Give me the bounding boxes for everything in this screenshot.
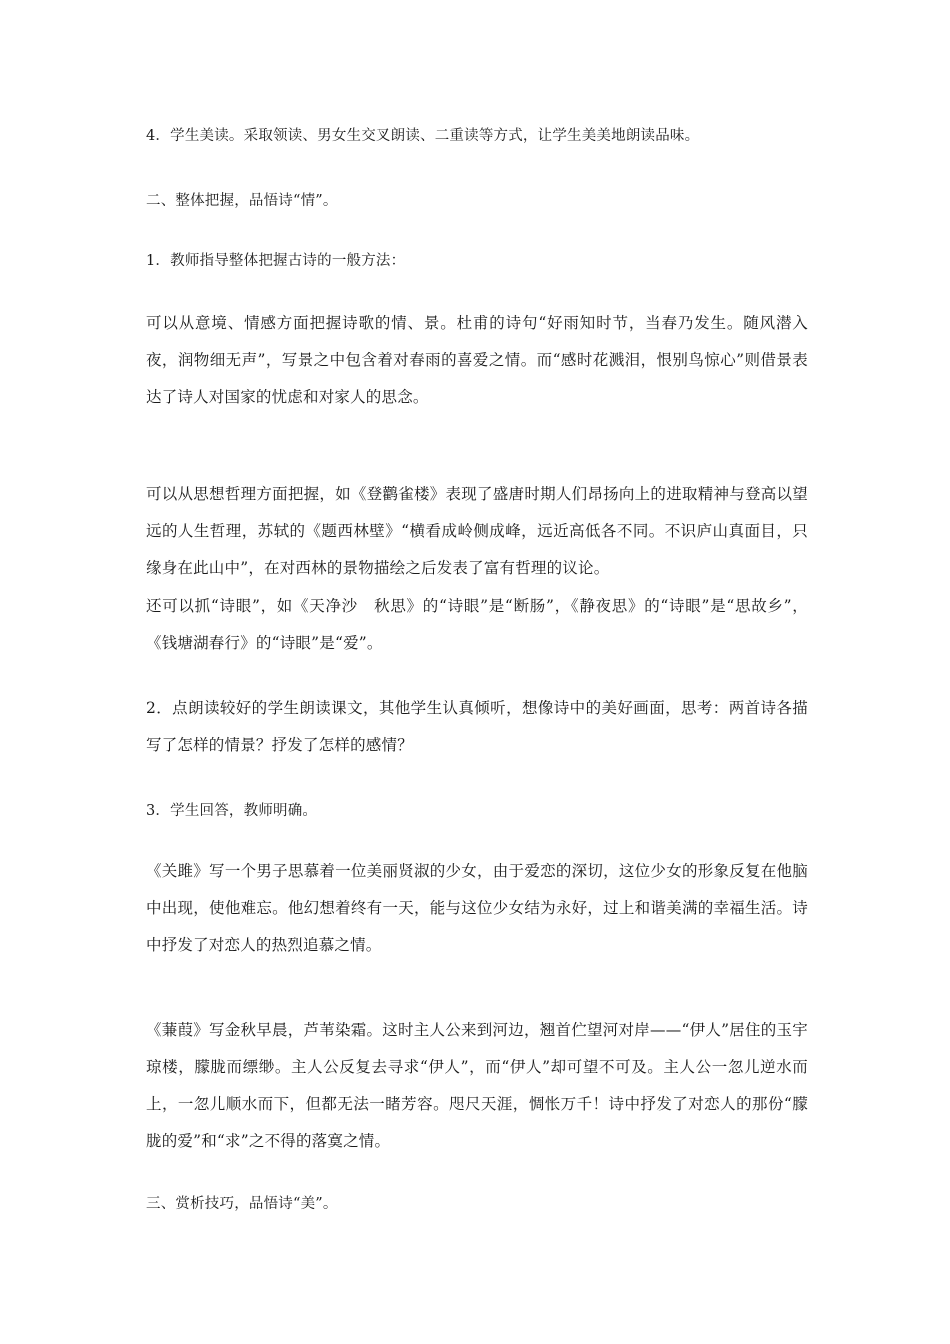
section-heading-2: 二、整体把握，品悟诗“情”。 [146,193,338,209]
paragraph-guanju: 《关雎》写一个男子思慕着一位美丽贤淑的少女，由于爱恋的深切，这位少女的形象反复在他脑中出现，使他难忘。他幻想着终有一天，能与这位少女结为永好，过上和谐美满的幸福生活。诗中抒发了对恋人的热烈追慕之情。 [146,862,808,954]
paragraph-philosophy: 可以从思想哲理方面把握，如《登鹳雀楼》表现了盛唐时期人们昂扬向上的进取精神与登高以望远的人生哲理，苏轼的《题西林壁》“横看成岭侧成峰，远近高低各不同。不识庐山真面目，只缘身在此山中”，在对西林的景物描绘之后发表了富有哲理的议论。 [146,485,808,577]
paragraph-poem-eye: 还可以抓“诗眼”，如《天净沙 秋思》的“诗眼”是“断肠”，《静夜思》的“诗眼”是“思故乡”，《钱塘湖春行》的“诗眼”是“爱”。 [146,597,808,652]
section-heading-3: 三、赏析技巧，品悟诗“美”。 [146,1196,338,1212]
paragraph-step-2-reading: 2．点朗读较好的学生朗读课文，其他学生认真倾听，想像诗中的美好画面，思考：两首诗各描写了怎样的情景？抒发了怎样的感情？ [146,699,808,754]
paragraph-step-3-answer: 3．学生回答，教师明确。 [146,803,318,819]
paragraph-step-1-method: 1．教师指导整体把握古诗的一般方法： [146,253,406,269]
paragraph-imagery-emotion: 可以从意境、情感方面把握诗歌的情、景。杜甫的诗句“好雨知时节，当春乃发生。随风潜入夜，润物细无声”，写景之中包含着对春雨的喜爱之情。而“感时花溅泪，恨别鸟惊心”则借景表达了诗人对国家的忧虑和对家人的思念。 [146,314,808,406]
paragraph-step-4-reading: 4．学生美读。采取领读、男女生交叉朗读、二重读等方式，让学生美美地朗读品味。 [146,128,700,144]
paragraph-jianjia: 《蒹葭》写金秋早晨，芦苇染霜。这时主人公来到河边，翘首伫望河对岸——“伊人”居住的玉宇琼楼，朦胧而缥缈。主人公反复去寻求“伊人”，而“伊人”却可望不可及。主人公一忽儿逆水而上，一忽儿顺水而下，但都无法一睹芳容。咫尺天涯，惆怅万千！诗中抒发了对恋人的那份“朦胧的爱”和“求”之不得的落寞之情。 [146,1021,808,1150]
